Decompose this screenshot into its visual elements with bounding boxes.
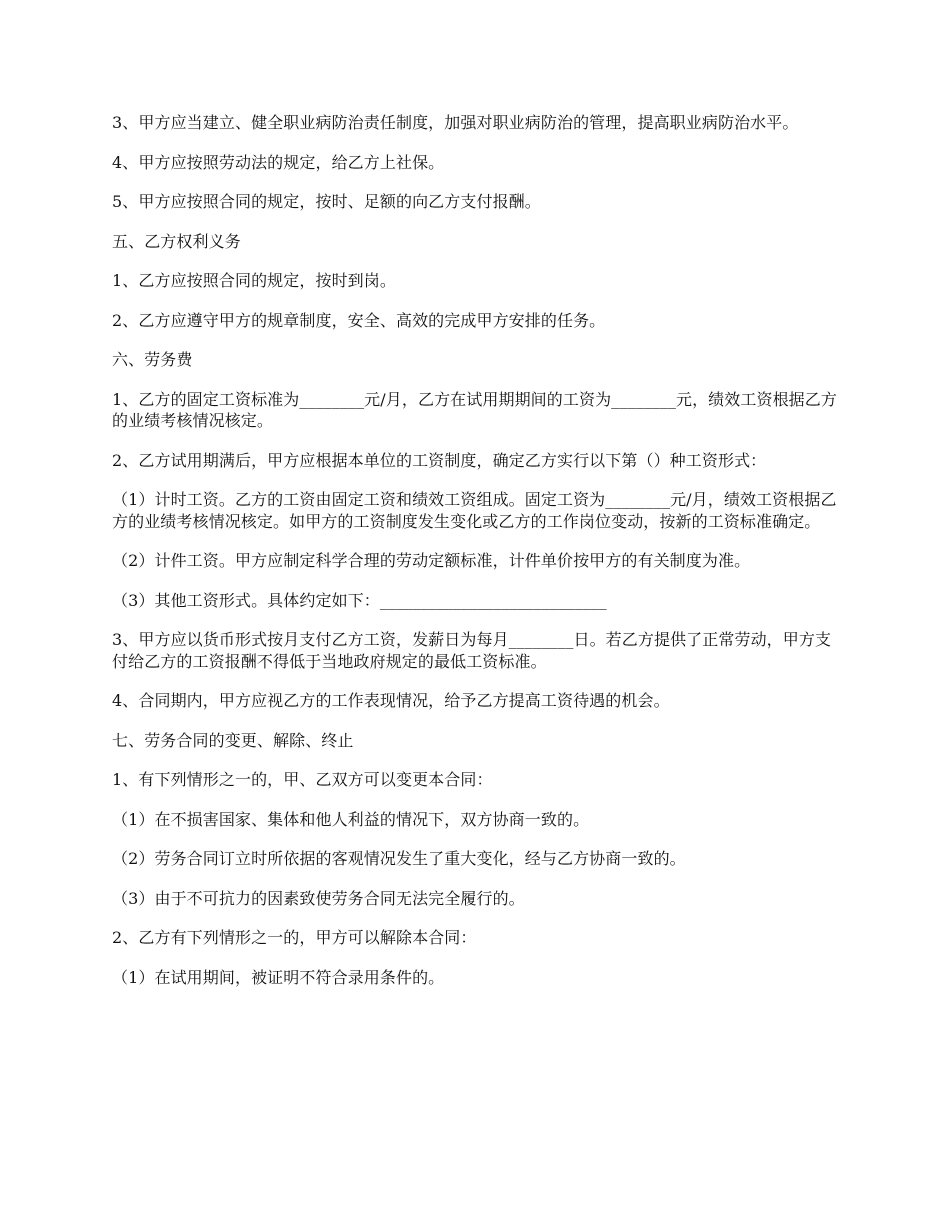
fee-clause-1: 1、乙方的固定工资标准为________元/月，乙方在试用期期间的工资为________元，绩效工资根据乙方的业绩考核情况核定。 xyxy=(112,389,837,430)
change-subclause-2: （2）劳务合同订立时所依据的客观情况发生了重大变化，经与乙方协商一致的。 xyxy=(112,849,686,868)
clause-4-social-insurance: 4、甲方应按照劳动法的规定，给乙方上社保。 xyxy=(112,152,445,172)
fee-clause-3: 3、甲方应以货币形式按月支付乙方工资，发薪日为每月________日。若乙方提供了正常劳动，甲方支付给乙方的工资报酬不得低于当地政府规定的最低工资标准。 xyxy=(112,630,832,671)
fee-subclause-3: （3）其他工资形式。具体约定如下：____________________________ xyxy=(112,590,607,610)
termination-subclause-1: （1）在试用期间，被证明不符合录用条件的。 xyxy=(112,967,445,987)
clause-5-payment: 5、甲方应按照合同的规定，按时、足额的向乙方支付报酬。 xyxy=(112,192,541,211)
termination-clause-2: 2、乙方有下列情形之一的，甲方可以解除本合同： xyxy=(112,928,477,947)
section-heading-6: 六、劳务费 xyxy=(112,350,193,369)
section-heading-5: 五、乙方权利义务 xyxy=(112,231,241,251)
change-subclause-1: （1）在不损害国家、集体和他人利益的情况下，双方协商一致的。 xyxy=(112,809,590,829)
change-clause-1: 1、有下列情形之一的，甲、乙双方可以变更本合同： xyxy=(112,770,493,789)
fee-subclause-2: （2）计件工资。甲方应制定科学合理的劳动定额标准，计件单价按甲方的有关制度为准。 xyxy=(112,551,751,570)
section-heading-7: 七、劳务合同的变更、解除、终止 xyxy=(112,730,354,750)
clause-3-occupational-disease: 3、甲方应当建立、健全职业病防治责任制度，加强对职业病防治的管理，提高职业病防治水平。 xyxy=(112,113,799,132)
fee-clause-2: 2、乙方试用期满后，甲方应根据本单位的工资制度，确定乙方实行以下第（）种工资形式： xyxy=(112,450,767,470)
fee-clause-4: 4、合同期内，甲方应视乙方的工作表现情况，给予乙方提高工资待遇的机会。 xyxy=(112,691,670,710)
fee-subclause-1: （1）计时工资。乙方的工资由固定工资和绩效工资组成。固定工资为________元/月，绩效工资根据乙方的业绩考核情况核定。如甲方的工资制度发生变化或乙方的工作岗位变动，按新的工资标准确定。 xyxy=(112,490,837,531)
change-subclause-3: （3）由于不可抗力的因素致使劳务合同无法完全履行的。 xyxy=(112,888,525,908)
clause-b-1: 1、乙方应按照合同的规定，按时到岗。 xyxy=(112,271,396,290)
document-body xyxy=(112,112,842,1006)
clause-b-2: 2、乙方应遵守甲方的规章制度，安全、高效的完成甲方安排的任务。 xyxy=(112,310,606,330)
